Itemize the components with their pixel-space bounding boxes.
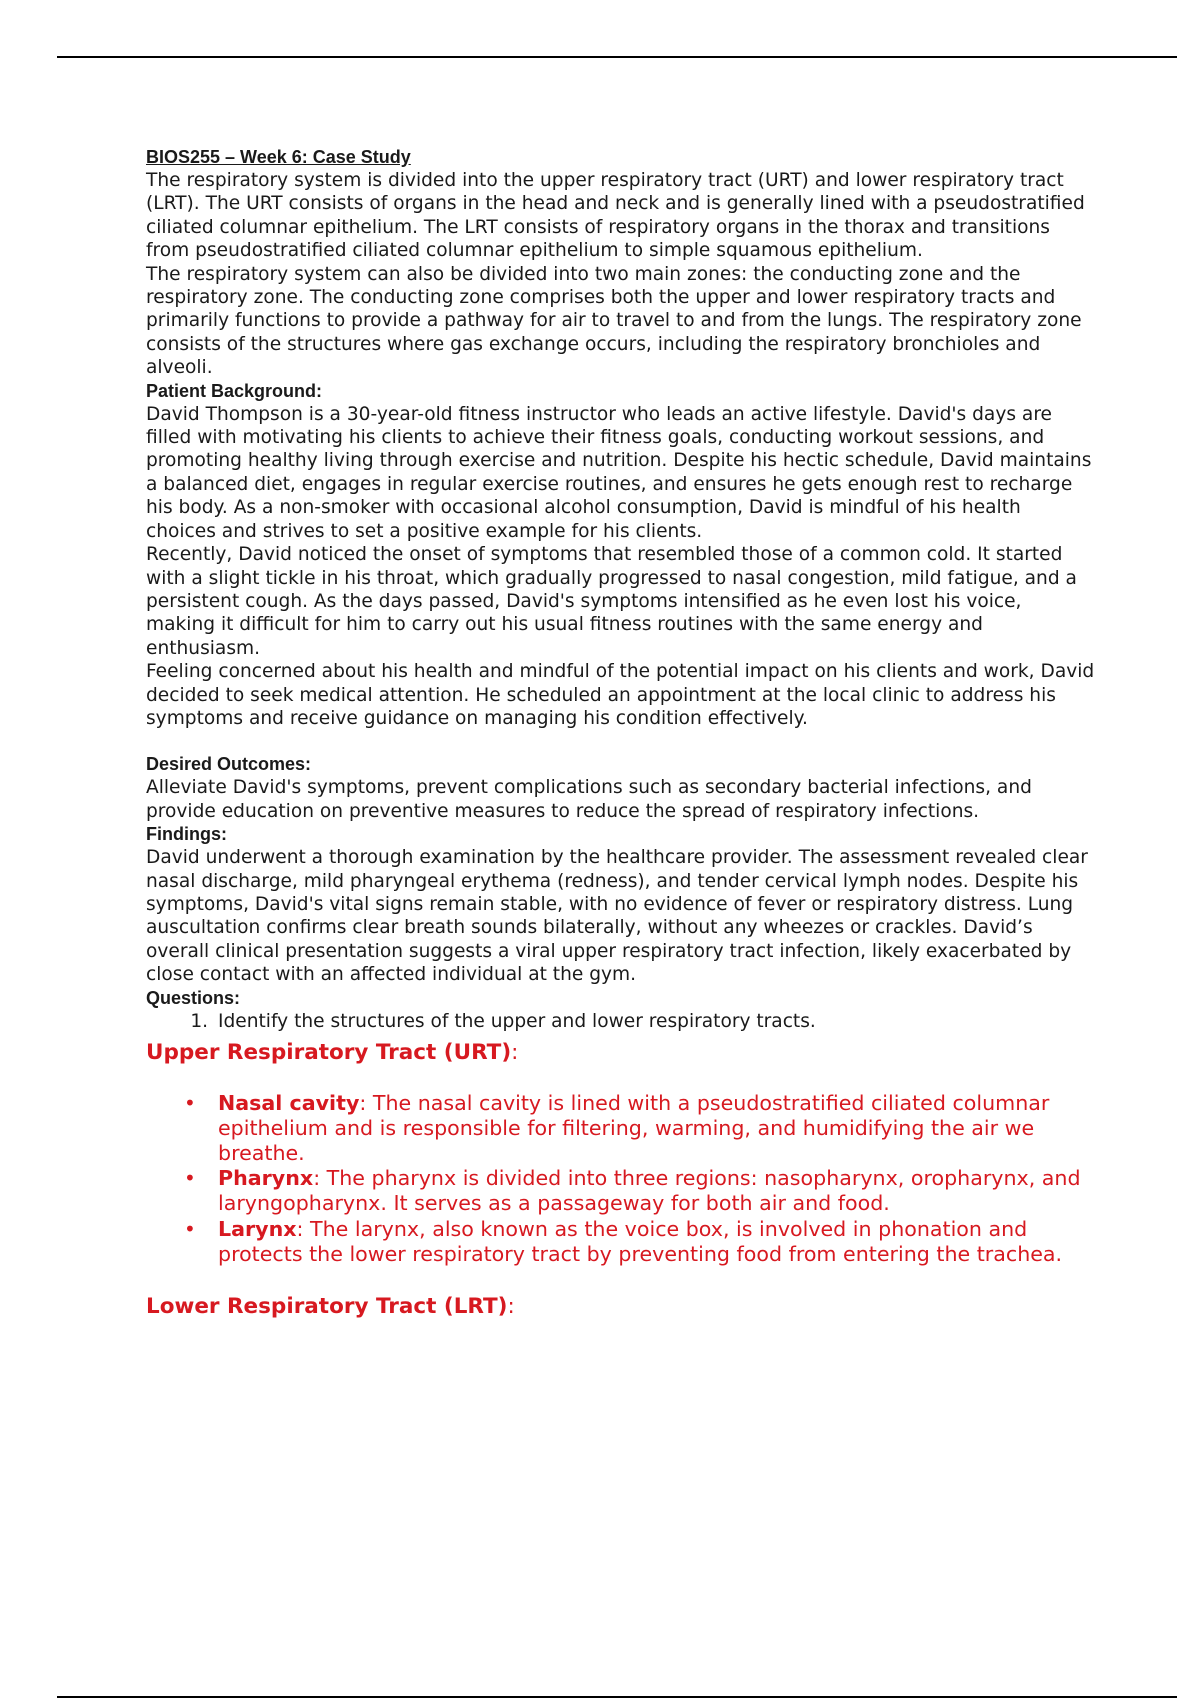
urt-list <box>146 1091 1096 1267</box>
structure-description: : The larynx, also known as the voice box, is involved in phonation and protects the lower respiratory tract by preventing food from entering the trachea. <box>218 1216 1063 1266</box>
structure-term: Pharynx <box>218 1166 314 1191</box>
blank-line <box>146 730 1096 753</box>
list-item <box>146 1217 1096 1267</box>
list-item <box>146 1166 1096 1216</box>
bottom-rule <box>57 1696 1177 1698</box>
structure-description: : The pharynx is divided into three regions: nasopharynx, oropharynx, and laryngopharynx. It serves as a passageway for both air and food. <box>218 1166 1081 1216</box>
bullet-icon: • <box>184 1216 196 1241</box>
desired-outcomes-heading: Desired Outcomes: <box>146 754 312 775</box>
heading-colon: : <box>507 1293 515 1319</box>
intro-paragraph: The respiratory system can also be divided into two main zones: the conducting zone and the respiratory zone. The conducting zone comprises both the upper and lower respiratory tracts and primarily functions to provide a pathway for air to travel to and from the lungs. The respiratory zone consists of the structures where gas exchange occurs, including the respiratory bronchioles and alveoli. <box>146 263 1082 379</box>
background-paragraph: Feeling concerned about his health and mindful of the potential impact on his clients and work, David decided to seek medical attention. He scheduled an appointment at the local clinic to address his symptoms and receive guidance on managing his condition effectively. <box>146 661 1095 729</box>
urt-heading <box>146 1039 1096 1067</box>
structure-term: Nasal cavity <box>218 1091 360 1115</box>
questions-list <box>146 1010 1096 1033</box>
bullet-icon: • <box>184 1091 196 1115</box>
bullet-icon: • <box>184 1166 196 1191</box>
top-rule <box>57 56 1177 58</box>
lrt-heading <box>146 1293 1096 1321</box>
structure-term: Larynx <box>218 1216 297 1241</box>
list-item <box>146 1091 1096 1165</box>
structure-description: : The nasal cavity is lined with a pseudostratified ciliated columnar epithelium and is responsible for filtering, warming, and humidifying the air we breathe. <box>218 1091 1050 1165</box>
findings-paragraph: David underwent a thorough examination by the healthcare provider. The assessment revealed clear nasal discharge, mild pharyngeal erythema (redness), and tender cervical lymph nodes. Despite his symptoms, David's vital signs remain stable, with no evidence of fever or respiratory distress. Lung auscultation confirms clear breath sounds bilaterally, without any wheezes or crackles. David’s overall clinical presentation suggests a viral upper respiratory tract infection, likely exacerbated by close contact with an affected individual at the gym. <box>146 847 1088 986</box>
findings-heading: Findings: <box>146 824 227 845</box>
document-body <box>146 146 1096 1321</box>
page-title: BIOS255 – Week 6: Case Study <box>146 147 411 167</box>
heading-colon: : <box>511 1040 519 1065</box>
intro-paragraph: The respiratory system is divided into the upper respiratory tract (URT) and lower respiratory tract (LRT). The URT consists of organs in the head and neck and is generally lined with a pseudostratified ciliated columnar epithelium. The LRT consists of respiratory organs in the thorax and transitions from pseudostratified ciliated columnar epithelium to simple squamous epithelium. <box>146 170 1085 262</box>
outcomes-paragraph: Alleviate David's symptoms, prevent complications such as secondary bacterial infections, and provide education on preventive measures to reduce the spread of respiratory infections. <box>146 777 1032 822</box>
questions-heading: Questions: <box>146 987 241 1008</box>
lrt-heading-text: Lower Respiratory Tract (LRT) <box>146 1293 508 1319</box>
patient-background-heading: Patient Background: <box>146 380 323 401</box>
background-paragraph: Recently, David noticed the onset of symptoms that resembled those of a common cold. It started with a slight tickle in his throat, which gradually progressed to nasal congestion, mild fatigue, and a persistent cough. As the days passed, David's symptoms intensified as he even lost his voice, making it difficult for him to carry out his usual fitness routines with the same energy and enthusiasm. <box>146 544 1077 659</box>
background-paragraph: David Thompson is a 30-year-old fitness instructor who leads an active lifestyle. David's days are filled with motivating his clients to achieve their fitness goals, conducting workout sessions, and promoting healthy living through exercise and nutrition. Despite his hectic schedule, David maintains a balanced diet, engages in regular exercise routines, and ensures he gets enough rest to recharge his body. As a non-smoker with occasional alcohol consumption, David is mindful of his health choices and strives to set a positive example for his clients. <box>146 403 1092 542</box>
urt-heading-text: Upper Respiratory Tract (URT) <box>146 1040 512 1065</box>
question-item: 1. Identify the structures of the upper and lower respiratory tracts. <box>214 1010 1096 1033</box>
